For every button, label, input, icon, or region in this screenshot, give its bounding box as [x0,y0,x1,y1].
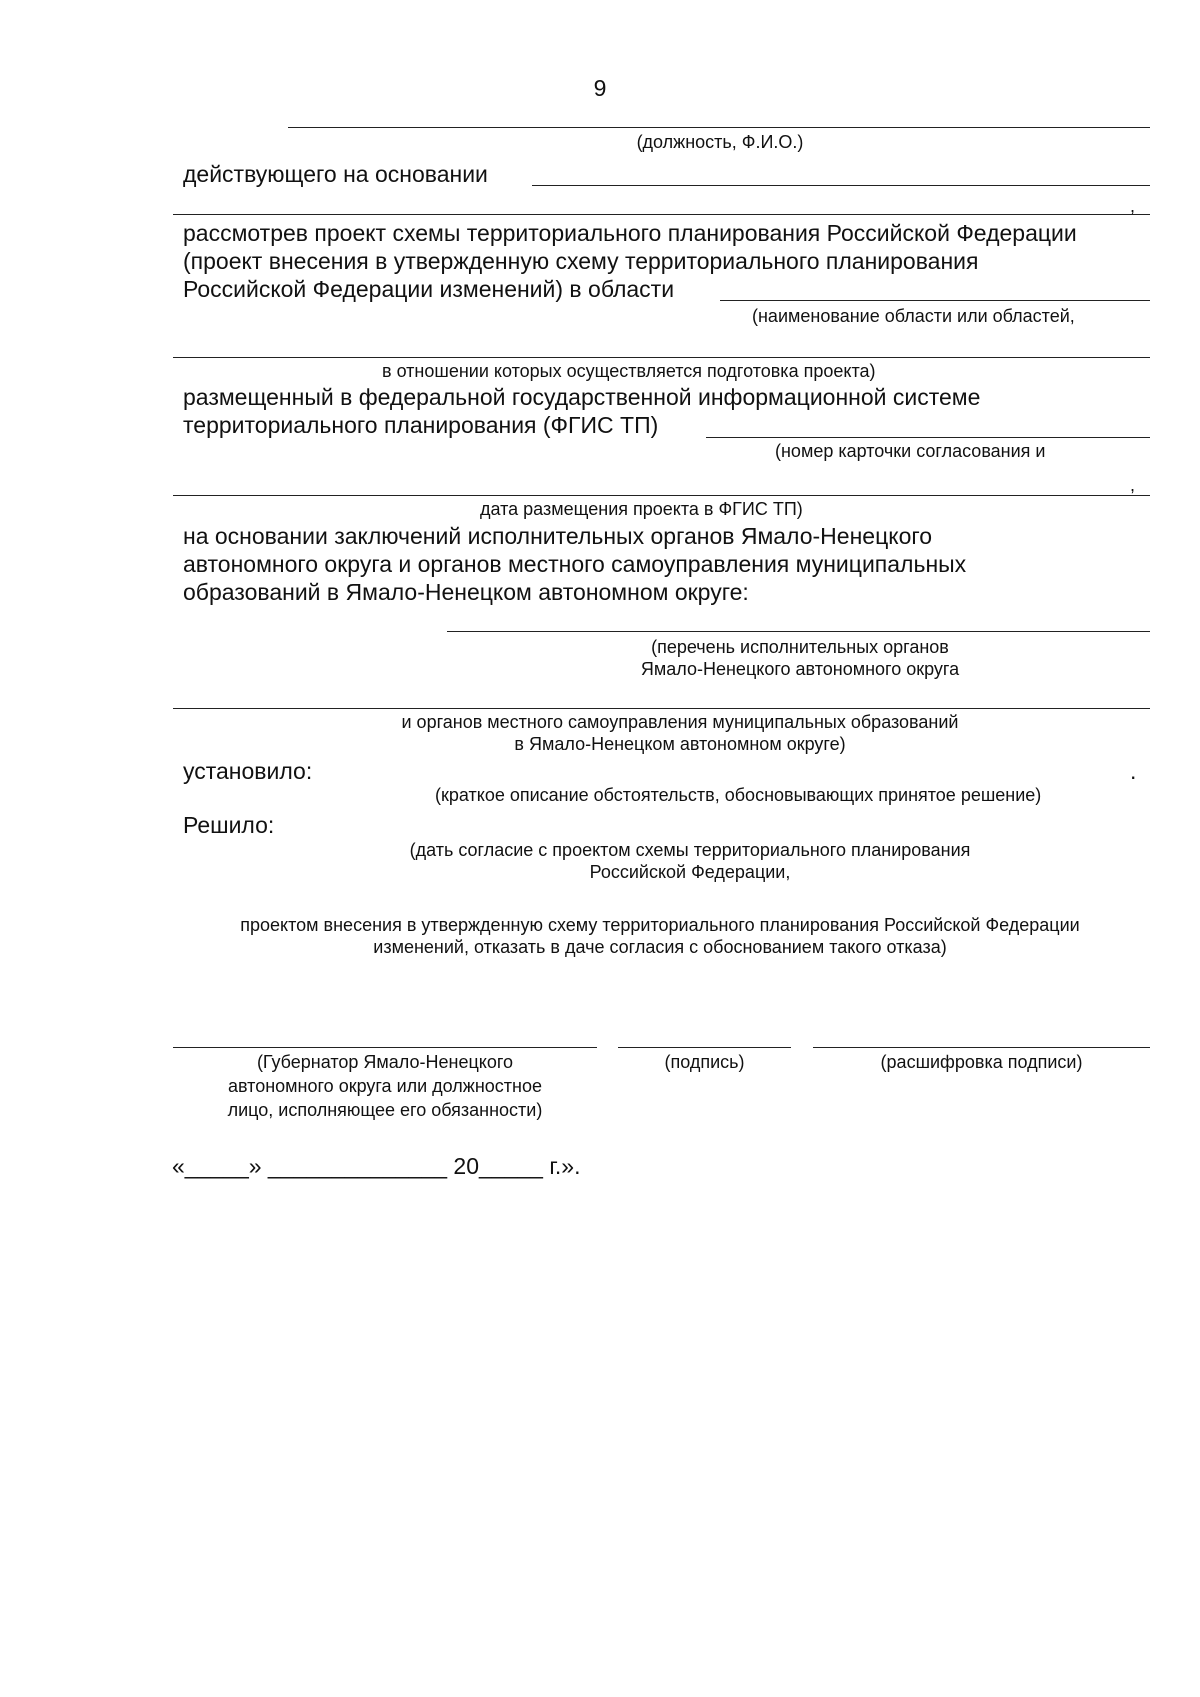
card-caption-2: дата размещения проекта в ФГИС ТП) [480,499,803,519]
basis-line-2 [173,214,1150,215]
decision-caption-1: (дать согласие с проектом схемы территориального планирования [409,840,971,860]
decoding-line [813,1047,1150,1048]
conclusion-line-2: автономного округа и органов местного самоуправления муниципальных [183,551,967,577]
governor-caption-3: лицо, исполняющее его обязанности) [227,1100,543,1120]
review-line-3: Российской Федерации изменений) в области [183,276,675,302]
municipal-caption-1: и органов местного самоуправления муниципальных образований [401,712,959,732]
established-caption: (краткое описание обстоятельств, обосновывающих принятое решение) [435,785,1042,805]
region-caption-1: (наименование области или областей, [752,306,1075,326]
governor-line [173,1047,597,1048]
decided-label: Решило: [183,812,275,838]
organs-caption-2: Ямало-Ненецкого автономного округа [640,659,960,679]
conclusion-line-3: образований в Ямало-Ненецком автономном округе: [183,579,749,605]
governor-caption-1: (Губернатор Ямало-Ненецкого [256,1052,514,1072]
region-line-2 [173,357,1150,358]
governor-caption-2: автономного округа или должностное [228,1076,542,1096]
comma-1: , [1130,196,1136,216]
basis-line [532,185,1150,186]
card-line [706,437,1150,438]
card-caption-1: (номер карточки согласования и [775,441,1046,461]
position-line [288,127,1150,128]
review-line-2: (проект внесения в утвержденную схему территориального планирования [183,248,979,274]
position-caption: (должность, Ф.И.О.) [636,132,804,152]
page-number: 9 [593,75,607,101]
comma-2: , [1130,475,1136,495]
signature-line [618,1047,791,1048]
decoding-caption: (расшифровка подписи) [880,1052,1083,1072]
decision-caption-4: изменений, отказать в даче согласия с обоснованием такого отказа) [373,937,947,957]
period: . [1130,758,1137,784]
placed-line-2: территориального планирования (ФГИС ТП) [183,412,659,438]
organs-caption-1: (перечень исполнительных органов [651,637,949,657]
card-line-2 [173,495,1150,496]
organs-line [447,631,1150,632]
acting-basis-label: действующего на основании [183,161,488,187]
conclusion-line-1: на основании заключений исполнительных органов Ямало-Ненецкого [183,523,933,549]
placed-line-1: размещенный в федеральной государственной информационной системе [183,384,981,410]
region-caption-2: в отношении которых осуществляется подготовка проекта) [382,361,876,381]
municipal-caption-2: в Ямало-Ненецком автономном округе) [514,734,846,754]
region-line [720,300,1150,301]
decision-caption-2: Российской Федерации, [589,862,791,882]
established-label: установило: [183,758,313,784]
municipal-line [173,708,1150,709]
date-line: «_____» ______________ 20_____ г.». [172,1153,581,1179]
signature-caption: (подпись) [664,1052,745,1072]
decision-caption-3: проектом внесения в утвержденную схему территориального планирования Российской Федерации [240,915,1080,935]
review-line-1: рассмотрев проект схемы территориального планирования Российской Федерации [183,220,1077,246]
